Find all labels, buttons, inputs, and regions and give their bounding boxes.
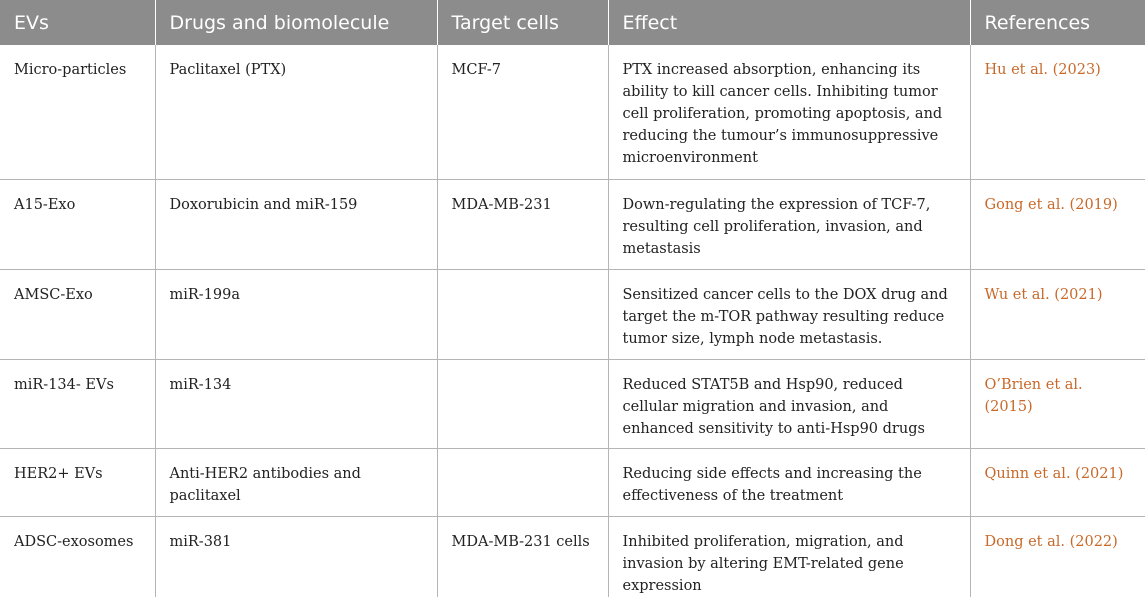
table-row: [0, 516, 1145, 597]
cell-evs: miR-134- EVs: [0, 359, 155, 448]
cell-drugs: miR-381: [155, 516, 437, 597]
table-header: [0, 0, 1145, 45]
header-effect: Effect: [608, 0, 970, 45]
header-evs: EVs: [0, 0, 155, 45]
cell-reference-link[interactable]: Dong et al. (2022): [970, 516, 1145, 597]
cell-evs: A15-Exo: [0, 179, 155, 269]
cell-target-cells: [437, 359, 608, 448]
cell-effect: Reduced STAT5B and Hsp90, reduced cellular migration and invasion, and enhanced sensitivity to anti-Hsp90 drugs: [608, 359, 970, 448]
cell-effect: Inhibited proliferation, migration, and invasion by altering EMT-related gene expression: [608, 516, 970, 597]
header-row: [0, 0, 1145, 45]
cell-reference-link[interactable]: Wu et al. (2021): [970, 269, 1145, 359]
cell-drugs: Doxorubicin and miR-159: [155, 179, 437, 269]
table-row: [0, 269, 1145, 359]
cell-reference-link[interactable]: Gong et al. (2019): [970, 179, 1145, 269]
table-body: [0, 45, 1145, 597]
cell-drugs: miR-199a: [155, 269, 437, 359]
cell-reference-link[interactable]: Quinn et al. (2021): [970, 448, 1145, 516]
cell-target-cells: [437, 448, 608, 516]
cell-reference-link[interactable]: Hu et al. (2023): [970, 45, 1145, 179]
header-target-cells: Target cells: [437, 0, 608, 45]
cell-effect: Reducing side effects and increasing the effectiveness of the treatment: [608, 448, 970, 516]
table-row: [0, 359, 1145, 448]
cell-drugs: Paclitaxel (PTX): [155, 45, 437, 179]
cell-effect: PTX increased absorption, enhancing its ability to kill cancer cells. Inhibiting tumor cell proliferation, promoting apoptosis, and reducing the tumour’s immunosuppressive microenvironment: [608, 45, 970, 179]
cell-effect: Sensitized cancer cells to the DOX drug and target the m-TOR pathway resulting reduce tumor size, lymph node metastasis.: [608, 269, 970, 359]
cell-evs: Micro-particles: [0, 45, 155, 179]
table-row: [0, 179, 1145, 269]
cell-target-cells: [437, 269, 608, 359]
cell-drugs: Anti-HER2 antibodies and paclitaxel: [155, 448, 437, 516]
cell-evs: ADSC-exosomes: [14, 533, 134, 550]
cell-target-cells: MDA-MB-231: [437, 179, 608, 269]
cell-drugs: miR-134: [155, 359, 437, 448]
cell-evs: AMSC-Exo: [0, 269, 155, 359]
table-row: [0, 45, 1145, 179]
cell-evs: HER2+ EVs: [0, 448, 155, 516]
cell-target-cells: MDA-MB-231 cells: [437, 516, 608, 597]
cell-effect: Down-regulating the expression of TCF-7, resulting cell proliferation, invasion, and metastasis: [608, 179, 970, 269]
header-references: References: [970, 0, 1145, 45]
header-drugs: Drugs and biomolecule: [155, 0, 437, 45]
cell-reference-link[interactable]: O’Brien et al. (2015): [970, 359, 1145, 448]
cell-target-cells: MCF-7: [437, 45, 608, 179]
table-row: [0, 448, 1145, 516]
